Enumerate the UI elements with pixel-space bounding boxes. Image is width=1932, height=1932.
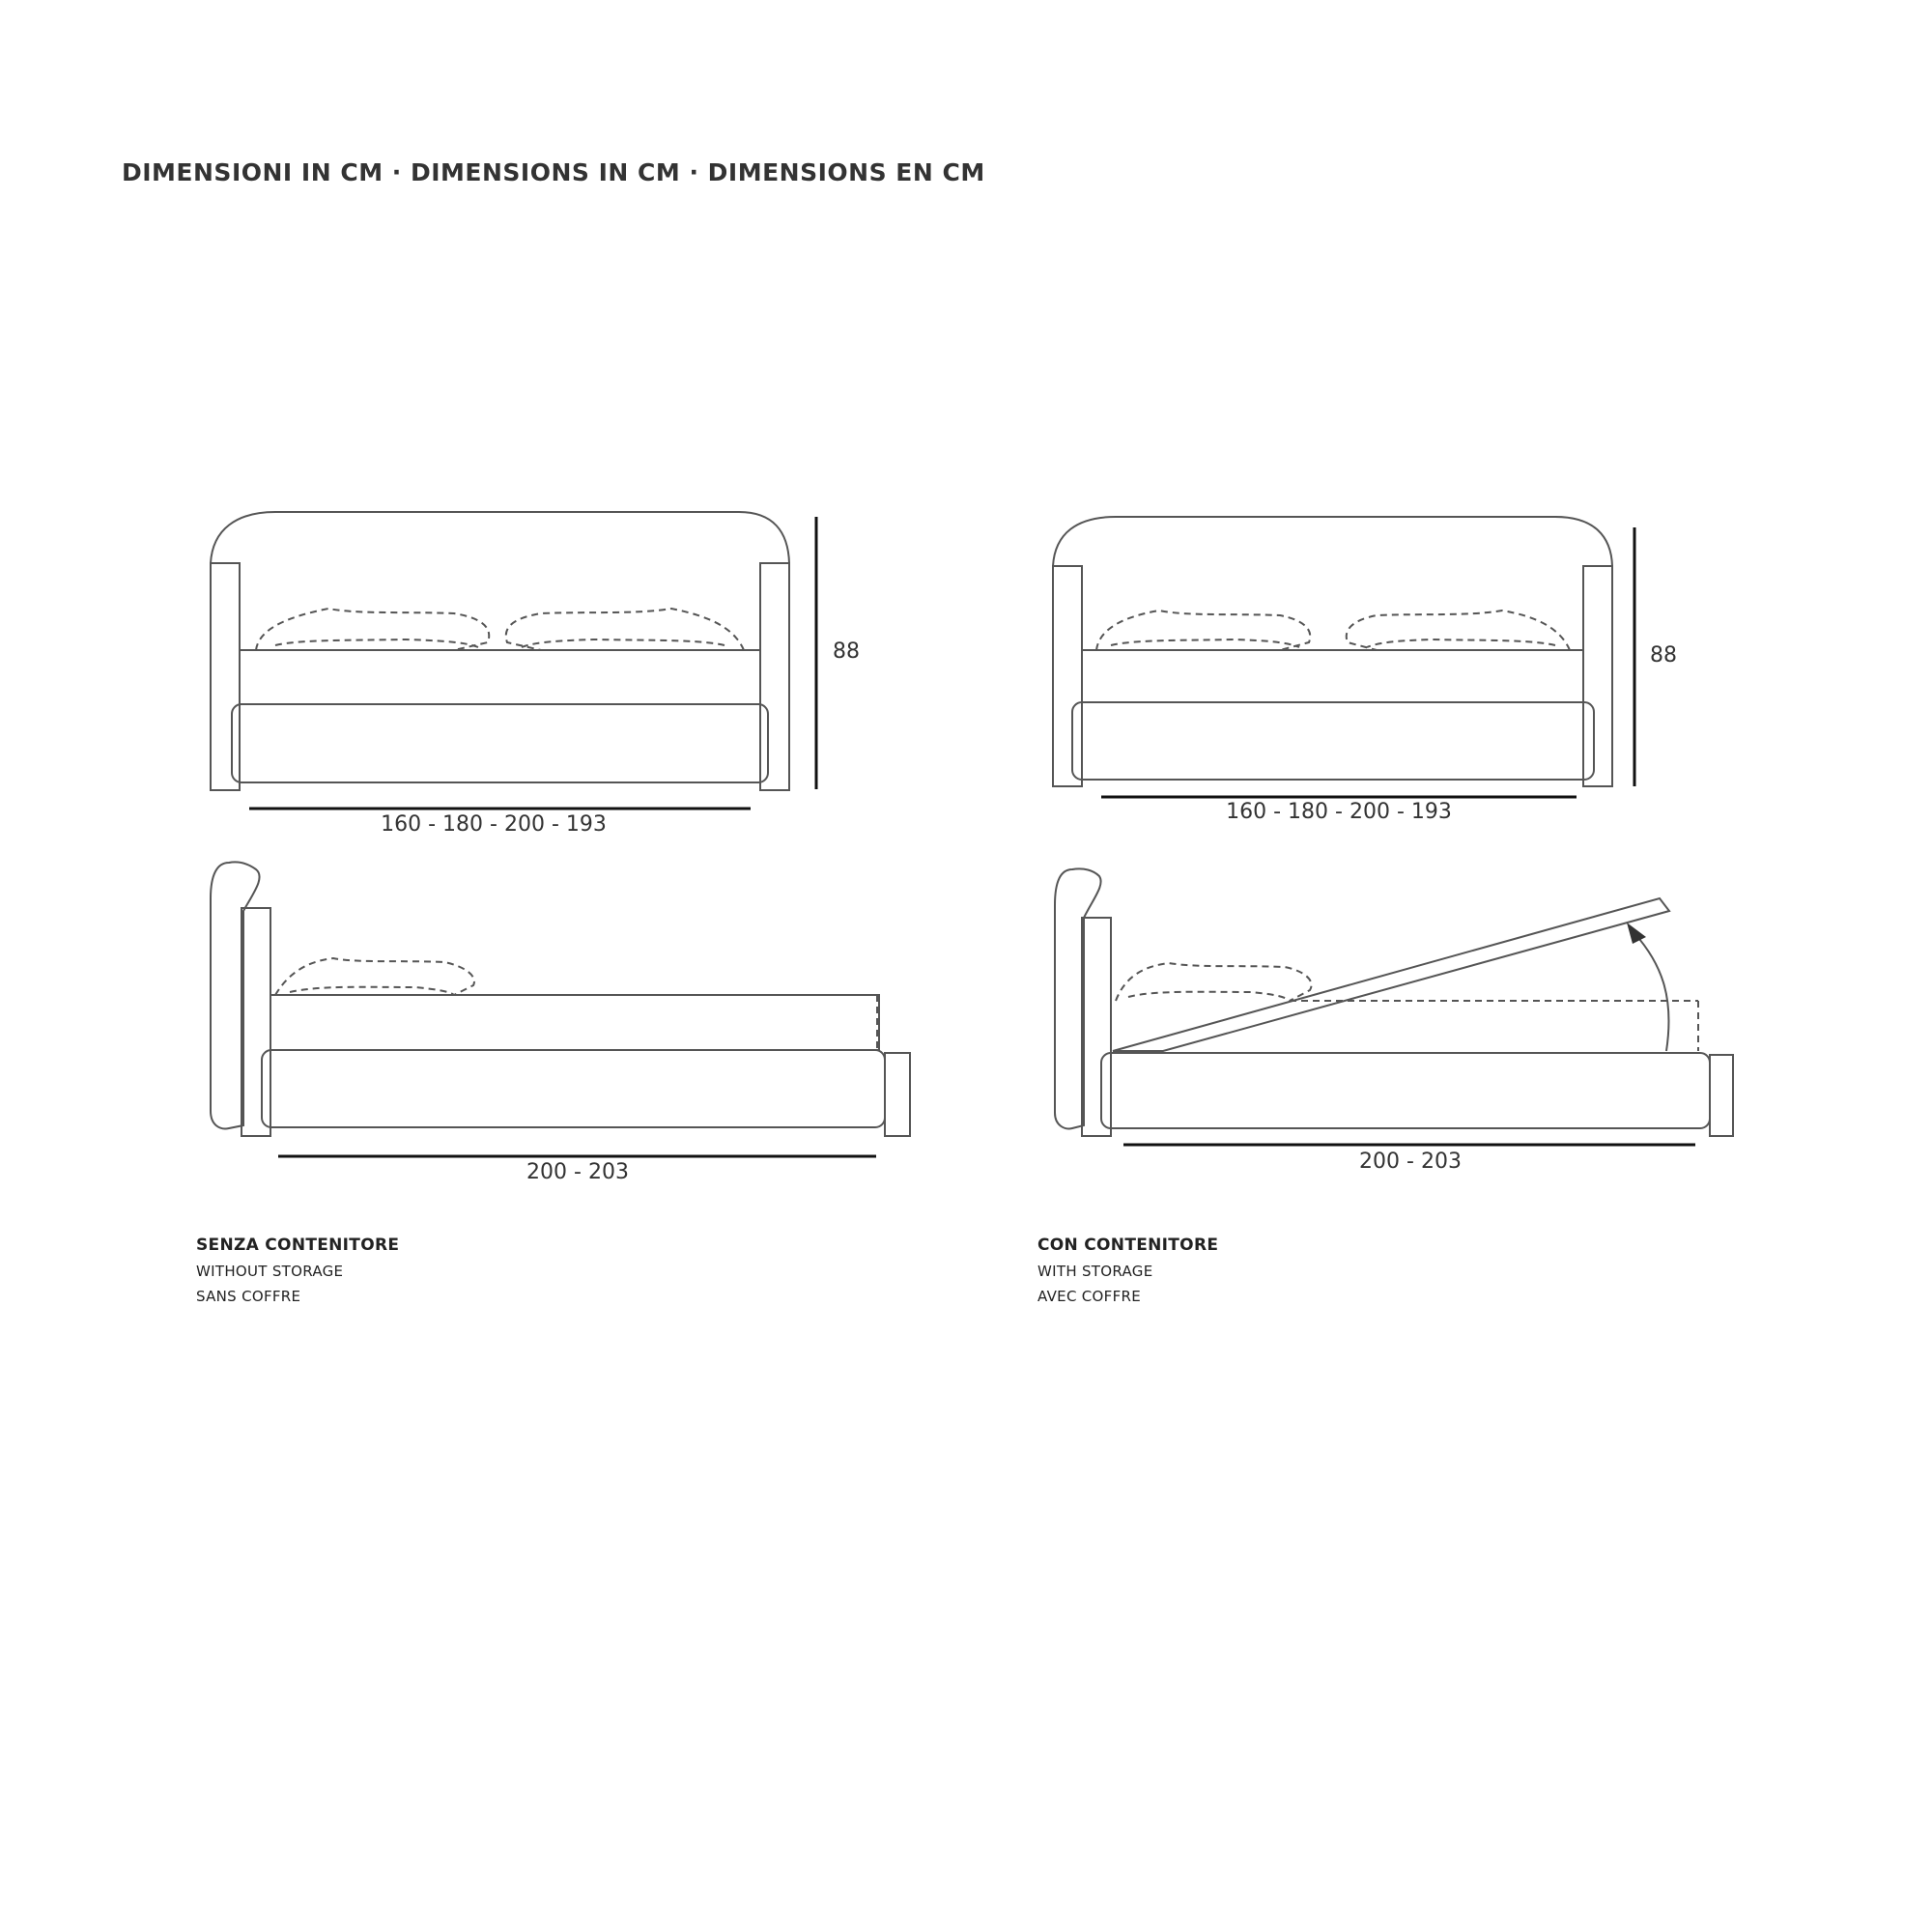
height-label: 88	[833, 639, 860, 664]
side-length-label: 200 - 203	[1359, 1150, 1462, 1174]
front-width-label: 160 - 180 - 200 - 193	[381, 812, 607, 837]
side-view-without-storage	[211, 862, 910, 1136]
front-width-label: 160 - 180 - 200 - 193	[1226, 800, 1452, 824]
caption-title: SENZA CONTENITORE	[196, 1236, 400, 1255]
height-label: 88	[1650, 643, 1677, 668]
side-length-label: 200 - 203	[526, 1160, 629, 1184]
caption-english: WITHOUT STORAGE	[196, 1263, 344, 1280]
caption-without-storage	[196, 1236, 399, 1305]
caption-french: SANS COFFRE	[196, 1288, 301, 1305]
side-view-with-storage	[1055, 868, 1733, 1136]
front-view-without-storage	[211, 512, 789, 790]
caption-english: WITH STORAGE	[1037, 1263, 1153, 1280]
caption-french: AVEC COFFRE	[1037, 1288, 1142, 1305]
caption-with-storage	[1037, 1236, 1218, 1305]
front-view-with-storage	[1053, 517, 1612, 786]
page-title: DIMENSIONI IN CM · DIMENSIONS IN CM · DIMENSIONS EN CM	[122, 158, 985, 186]
caption-title: CON CONTENITORE	[1037, 1236, 1219, 1255]
